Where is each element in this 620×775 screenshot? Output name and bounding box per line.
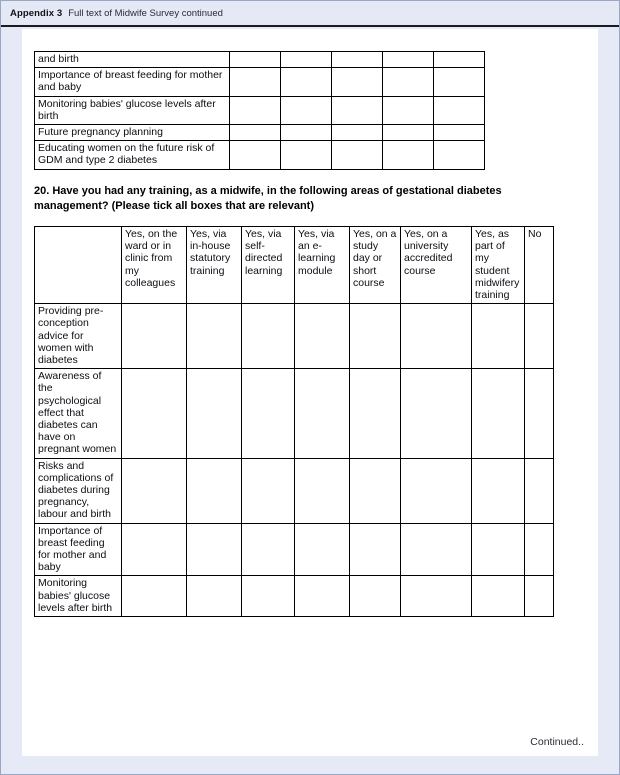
tick-cell[interactable] bbox=[230, 141, 281, 169]
tick-cell[interactable] bbox=[230, 125, 281, 141]
tick-cell[interactable] bbox=[383, 68, 434, 96]
table-row bbox=[35, 96, 485, 124]
tick-cell[interactable] bbox=[525, 304, 554, 369]
training-table-body bbox=[35, 304, 554, 617]
tick-cell[interactable] bbox=[242, 458, 295, 523]
training-table bbox=[34, 226, 554, 617]
tick-cell[interactable] bbox=[434, 125, 485, 141]
tick-cell[interactable] bbox=[472, 369, 525, 458]
tick-cell[interactable] bbox=[525, 369, 554, 458]
tick-cell[interactable] bbox=[281, 52, 332, 68]
tick-cell[interactable] bbox=[230, 52, 281, 68]
tick-cell[interactable] bbox=[383, 141, 434, 169]
tick-cell[interactable] bbox=[281, 68, 332, 96]
page-content bbox=[22, 29, 598, 756]
tick-cell[interactable] bbox=[122, 523, 187, 576]
tick-cell[interactable] bbox=[295, 523, 350, 576]
tick-cell[interactable] bbox=[281, 96, 332, 124]
tick-cell[interactable] bbox=[383, 125, 434, 141]
row-label: Future pregnancy planning bbox=[35, 125, 230, 141]
tick-cell[interactable] bbox=[230, 68, 281, 96]
tick-cell[interactable] bbox=[295, 576, 350, 617]
table-row bbox=[35, 523, 554, 576]
table-row bbox=[35, 68, 485, 96]
tick-cell[interactable] bbox=[525, 458, 554, 523]
tick-cell[interactable] bbox=[401, 304, 472, 369]
tick-cell[interactable] bbox=[472, 458, 525, 523]
row-label: Monitoring babies' glucose levels after birth bbox=[35, 96, 230, 124]
tick-cell[interactable] bbox=[295, 458, 350, 523]
tick-cell[interactable] bbox=[472, 576, 525, 617]
question-20-text: 20. Have you had any training, as a midwife, in the following areas of gestational diabetes management? (Please tick all boxes that are relevant) bbox=[34, 185, 502, 212]
column-header: No bbox=[525, 227, 554, 304]
tick-cell[interactable] bbox=[434, 141, 485, 169]
tick-cell[interactable] bbox=[401, 369, 472, 458]
appendix-title: Full text of Midwife Survey continued bbox=[68, 7, 223, 19]
column-header: Yes, via in-house statutory training bbox=[187, 227, 242, 304]
tick-cell[interactable] bbox=[401, 576, 472, 617]
tick-cell[interactable] bbox=[187, 369, 242, 458]
tick-cell[interactable] bbox=[332, 52, 383, 68]
tick-cell[interactable] bbox=[332, 141, 383, 169]
tick-cell[interactable] bbox=[187, 523, 242, 576]
table-row bbox=[35, 304, 554, 369]
tick-cell[interactable] bbox=[332, 96, 383, 124]
row-label: Monitoring babies' glucose levels after birth bbox=[35, 576, 122, 617]
table-row bbox=[35, 576, 554, 617]
tick-cell[interactable] bbox=[281, 141, 332, 169]
tick-cell[interactable] bbox=[434, 68, 485, 96]
tick-cell[interactable] bbox=[350, 576, 401, 617]
row-label: Risks and complications of diabetes during pregnancy, labour and birth bbox=[35, 458, 122, 523]
row-label: Importance of breast feeding for mother and baby bbox=[35, 523, 122, 576]
tick-cell[interactable] bbox=[187, 304, 242, 369]
table-row bbox=[35, 141, 485, 169]
tick-cell[interactable] bbox=[242, 304, 295, 369]
column-header: Yes, on a university accredited course bbox=[401, 227, 472, 304]
tick-cell[interactable] bbox=[350, 458, 401, 523]
table-row bbox=[35, 458, 554, 523]
tick-cell[interactable] bbox=[401, 458, 472, 523]
tick-cell[interactable] bbox=[281, 125, 332, 141]
tick-cell[interactable] bbox=[350, 304, 401, 369]
tick-cell[interactable] bbox=[434, 52, 485, 68]
column-header: Yes, via self-directed learning bbox=[242, 227, 295, 304]
tick-cell[interactable] bbox=[383, 52, 434, 68]
tick-cell[interactable] bbox=[472, 304, 525, 369]
tick-cell[interactable] bbox=[122, 576, 187, 617]
tick-cell[interactable] bbox=[525, 523, 554, 576]
continued-table-body bbox=[35, 52, 485, 170]
table-row bbox=[35, 52, 485, 68]
column-header: Yes, via an e-learning module bbox=[295, 227, 350, 304]
tick-cell[interactable] bbox=[187, 458, 242, 523]
tick-cell[interactable] bbox=[350, 369, 401, 458]
tick-cell[interactable] bbox=[295, 304, 350, 369]
column-header: Yes, on a study day or short course bbox=[350, 227, 401, 304]
tick-cell[interactable] bbox=[472, 523, 525, 576]
table-header-row bbox=[35, 227, 554, 304]
row-label: Importance of breast feeding for mother and baby bbox=[35, 68, 230, 96]
continued-table bbox=[34, 51, 485, 170]
tick-cell[interactable] bbox=[242, 576, 295, 617]
appendix-header-band bbox=[1, 1, 619, 27]
tick-cell[interactable] bbox=[332, 125, 383, 141]
row-label: Providing pre-conception advice for women with diabetes bbox=[35, 304, 122, 369]
tick-cell[interactable] bbox=[242, 523, 295, 576]
tick-cell[interactable] bbox=[242, 369, 295, 458]
tick-cell[interactable] bbox=[122, 369, 187, 458]
tick-cell[interactable] bbox=[122, 304, 187, 369]
training-table-head bbox=[35, 227, 554, 304]
row-label: and birth bbox=[35, 52, 230, 68]
tick-cell[interactable] bbox=[383, 96, 434, 124]
column-header: Yes, on the ward or in clinic from my colleagues bbox=[122, 227, 187, 304]
appendix-label: Appendix 3 bbox=[10, 7, 63, 19]
tick-cell[interactable] bbox=[525, 576, 554, 617]
tick-cell[interactable] bbox=[434, 96, 485, 124]
tick-cell[interactable] bbox=[295, 369, 350, 458]
row-label: Educating women on the future risk of GDM and type 2 diabetes bbox=[35, 141, 230, 169]
tick-cell[interactable] bbox=[350, 523, 401, 576]
page-sheet bbox=[22, 29, 598, 756]
row-label: Awareness of the psychological effect that diabetes can have on pregnant women bbox=[35, 369, 122, 458]
table-corner-cell bbox=[35, 227, 122, 304]
tick-cell[interactable] bbox=[187, 576, 242, 617]
tick-cell[interactable] bbox=[122, 458, 187, 523]
column-header: Yes, as part of my student midwifery training bbox=[472, 227, 525, 304]
table-row bbox=[35, 369, 554, 458]
tick-cell[interactable] bbox=[332, 68, 383, 96]
continued-footer: Continued.. bbox=[530, 736, 584, 748]
table-row bbox=[35, 125, 485, 141]
tick-cell[interactable] bbox=[401, 523, 472, 576]
tick-cell[interactable] bbox=[230, 96, 281, 124]
